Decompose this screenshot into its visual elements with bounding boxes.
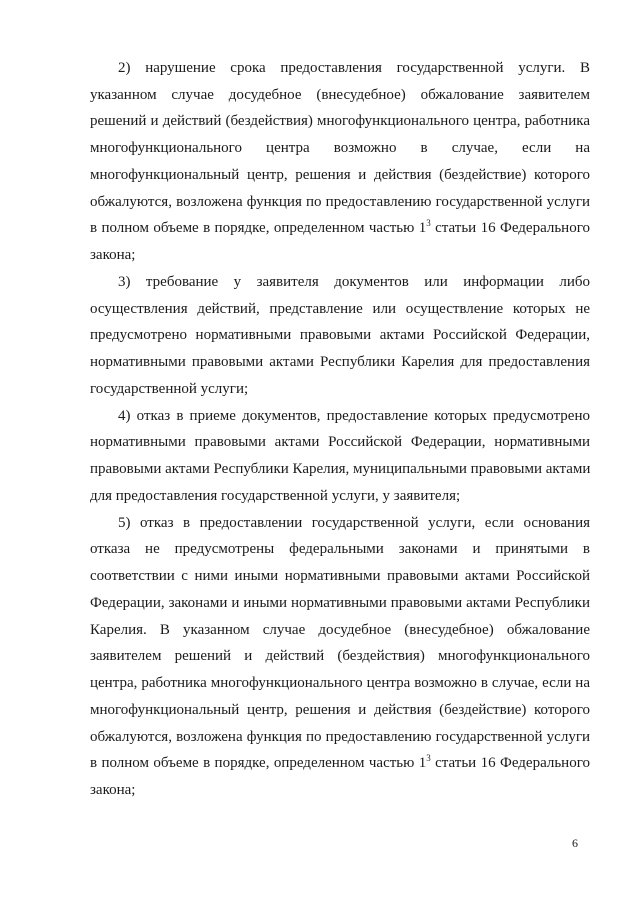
- text-line: многофункциональный центр, решения и действия (бездействие) которого: [90, 167, 590, 183]
- text-line: многофункциональный центр, решения и действия (бездействие) которого: [90, 702, 590, 718]
- text-line: многофункционального центра возможно в случае, если на: [90, 140, 590, 156]
- text-line: обжалуются, возложена функция по предоставлению государственной услуги: [90, 729, 590, 745]
- text-line: центра, работника многофункционального центра возможно в случае, если на: [90, 675, 590, 691]
- text-line: для предоставления государственной услуги, у заявителя;: [90, 488, 461, 504]
- text-line: закона;: [90, 247, 136, 263]
- page-number: 6: [572, 836, 578, 850]
- text-line: решений и действий (бездействия) многофункционального центра, работника: [90, 113, 590, 129]
- text-line: предусмотрено нормативными правовыми актами Российской Федерации,: [90, 327, 590, 343]
- text-line: правовыми актами Республики Карелия, муниципальными правовыми актами: [90, 461, 591, 477]
- text-line: нормативными правовыми актами Российской Федерации, нормативными: [90, 434, 590, 450]
- text-line-with-superscript: в полном объеме в порядке, определенном частью $1^3$ статьи 16 Федерального: [90, 753, 590, 771]
- text-line: осуществления действий, представление или осуществление которых не: [90, 301, 590, 317]
- text-line: закона;: [90, 782, 136, 798]
- text-line: указанном случае досудебное (внесудебное) обжалование заявителем: [90, 87, 590, 103]
- text-line: Карелия. В указанном случае досудебное (внесудебное) обжалование: [90, 622, 590, 638]
- text-line: Федерации, законами и иными нормативными правовыми актами Республики: [90, 595, 590, 611]
- text-line: соответствии с ними иными нормативными правовыми актами Российской: [90, 568, 590, 584]
- text-line: 3) требование у заявителя документов или информации либо: [118, 274, 590, 290]
- text-line: отказа не предусмотрены федеральными законами и принятыми в: [90, 541, 590, 557]
- text-line: 5) отказ в предоставлении государственной услуги, если основания: [118, 515, 590, 531]
- text-line: заявителем решений и действий (бездействия) многофункционального: [90, 648, 590, 664]
- text-line-with-superscript: в полном объеме в порядке, определенном частью $1^3$ статьи 16 Федерального: [90, 218, 590, 236]
- text-line: государственной услуги;: [90, 381, 249, 397]
- text-line: 4) отказ в приеме документов, предоставление которых предусмотрено: [118, 408, 590, 424]
- text-line: нормативными правовыми актами Республики Карелия для предоставления: [90, 354, 590, 370]
- text-line: 2) нарушение срока предоставления государственной услуги. В: [118, 60, 590, 76]
- text-line: обжалуются, возложена функция по предоставлению государственной услуги: [90, 194, 590, 210]
